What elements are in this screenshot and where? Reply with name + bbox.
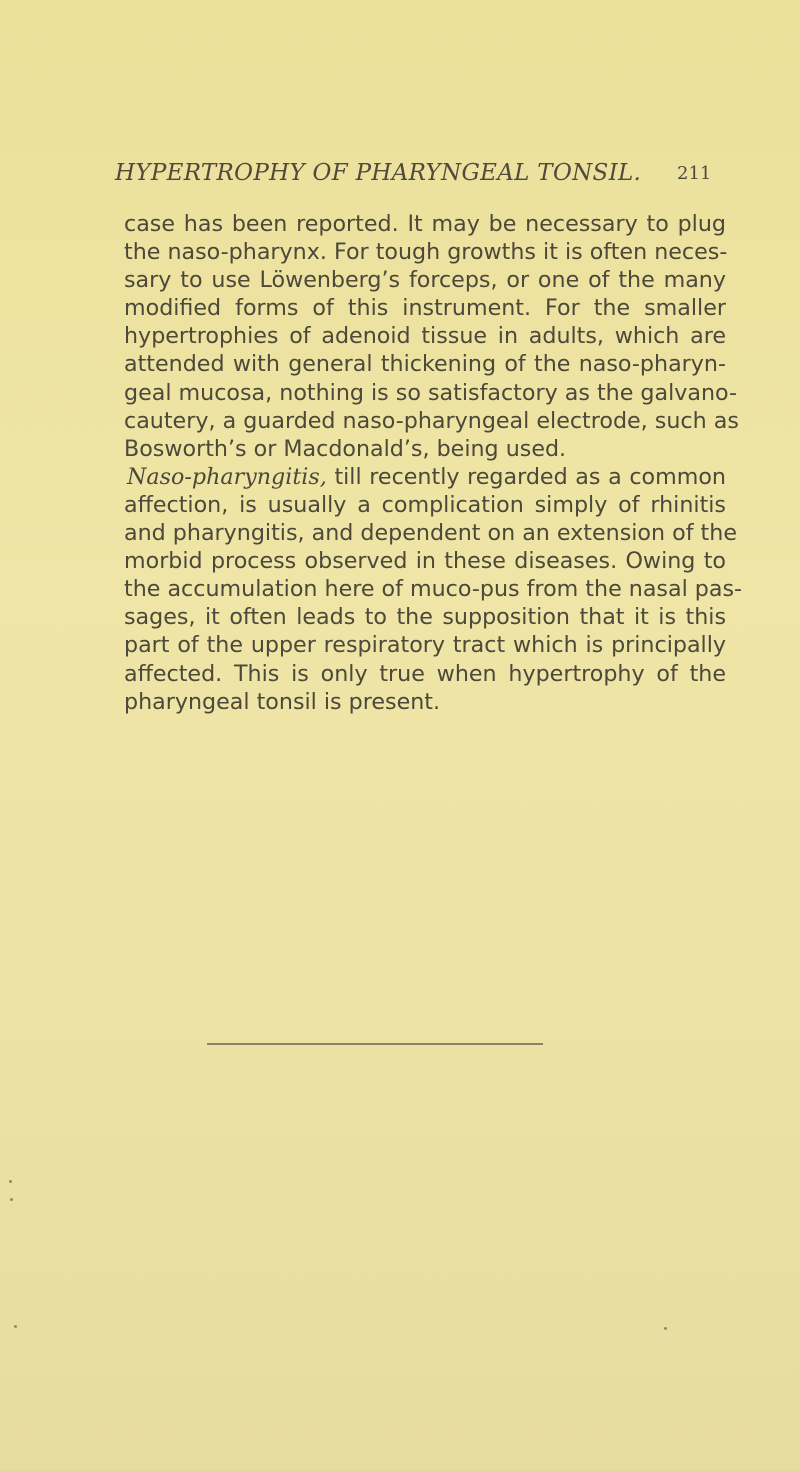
text-line: hypertrophies of adenoid tissue in adults, which are (124, 323, 726, 350)
text-line: morbid process observed in these diseases. Owing to (124, 548, 726, 575)
text-line: affection, is usually a complication simply of rhinitis (124, 491, 726, 518)
text-line: case has been reported. It may be necessary to plug (124, 211, 726, 237)
text-line: sages, it often leads to the supposition that it is this (124, 604, 726, 631)
text-line: and pharyngitis, and dependent on an extension of the (124, 520, 737, 547)
text-line: part of the upper respiratory tract which is principally (124, 632, 726, 659)
text-line: modified forms of this instrument. For the smaller (124, 295, 726, 322)
text-line: geal mucosa, nothing is so satisfactory as the galvano- (124, 379, 738, 406)
paragraph-2-first-line (124, 463, 726, 491)
page-number: 211 (677, 163, 712, 184)
text-line: attended with general thickening of the naso-pharyn- (124, 351, 726, 378)
text-line: the naso-pharynx. For tough growths it is often neces- (124, 239, 728, 266)
text-line: the accumulation here of muco-pus from the nasal pas- (124, 576, 743, 603)
italic-term: Naso-pharyngitis, (127, 463, 327, 490)
body-text (124, 210, 743, 716)
text-line: affected. This is only true when hypertrophy of the (124, 660, 726, 687)
section-divider (207, 1043, 543, 1045)
text-line: sary to use Löwenberg’s forceps, or one of the many (124, 267, 726, 294)
text-line: pharyngeal tonsil is present. (124, 688, 441, 715)
running-head-title: HYPERTROPHY OF PHARYNGEAL TONSIL. (115, 160, 642, 186)
text-line: cautery, a guarded naso-pharyngeal electrode, such as (124, 407, 739, 434)
paper-speck (10, 1198, 13, 1201)
paper-speck (9, 1180, 12, 1183)
text-line-rest: till recently regarded as a common (326, 463, 726, 490)
text-line: Bosworth’s or Macdonald’s, being used. (124, 435, 567, 462)
paper-speck (664, 1327, 667, 1330)
paper-speck (14, 1325, 17, 1328)
running-head (115, 160, 800, 196)
